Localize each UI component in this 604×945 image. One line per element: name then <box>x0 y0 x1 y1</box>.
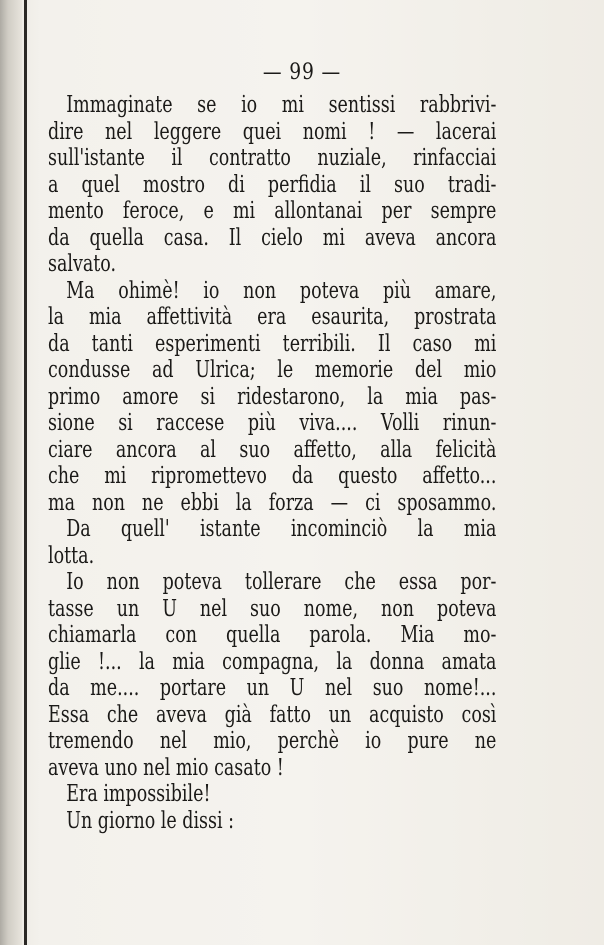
text-line: tremendo nel mio, perchè io pure ne <box>48 728 497 754</box>
text-line: glie !... la mia compagna, la donna amata <box>48 648 497 675</box>
binding-shadow <box>0 0 22 945</box>
text-line: sull'istante il contratto nuziale, rinfacciai <box>48 145 497 171</box>
text-line: salvato. <box>48 251 117 277</box>
text-line: a quel mostro di perfidia il suo tradi- <box>48 171 497 198</box>
text-line: aveva uno nel mio casato ! <box>48 754 284 781</box>
text-line: la mia affettività era esaurita, prostrata <box>48 304 497 330</box>
text-line: dire nel leggere quei nomi ! — lacerai <box>48 118 497 145</box>
text-line: lotta. <box>48 542 95 569</box>
text-line: ciare ancora al suo affetto, alla felicità <box>48 436 497 463</box>
text-line: da tanti esperimenti terribili. Il caso mi <box>48 330 497 357</box>
text-line: Essa che aveva già fatto un acquisto così <box>48 701 497 728</box>
page-number: — 99 — <box>262 60 342 85</box>
text-line: Un giorno le dissi : <box>66 807 235 834</box>
binding-edge <box>24 0 27 945</box>
text-line: Immaginate se io mi sentissi rabbrivi- <box>66 92 497 118</box>
text-line: Ma ohimè! io non poteva più amare, <box>66 277 497 304</box>
text-line: tasse un U nel suo nome, non poteva <box>48 595 497 622</box>
text-line: che mi ripromettevo da questo affetto... <box>48 463 497 489</box>
text-line: Da quell' istante incominciò la mia <box>66 516 497 542</box>
text-line: mento feroce, e mi allontanai per sempre <box>48 198 497 224</box>
body-text <box>48 92 496 834</box>
text-line: Era impossibile! <box>66 781 211 807</box>
text-line: Io non poteva tollerare che essa por- <box>66 569 497 595</box>
text-line: da quella casa. Il cielo mi aveva ancora <box>48 224 497 251</box>
text-line: condusse ad Ulrica; le memorie del mio <box>48 357 497 383</box>
text-line: da me.... portare un U nel suo nome!... <box>48 675 497 701</box>
text-line: ma non ne ebbi la forza — ci sposammo. <box>48 489 497 516</box>
text-line: sione si raccese più viva.... Volli rinun- <box>48 410 497 436</box>
text-line: primo amore si ridestarono, la mia pas- <box>48 383 497 410</box>
text-line: chiamarla con quella parola. Mia mo- <box>48 622 497 648</box>
